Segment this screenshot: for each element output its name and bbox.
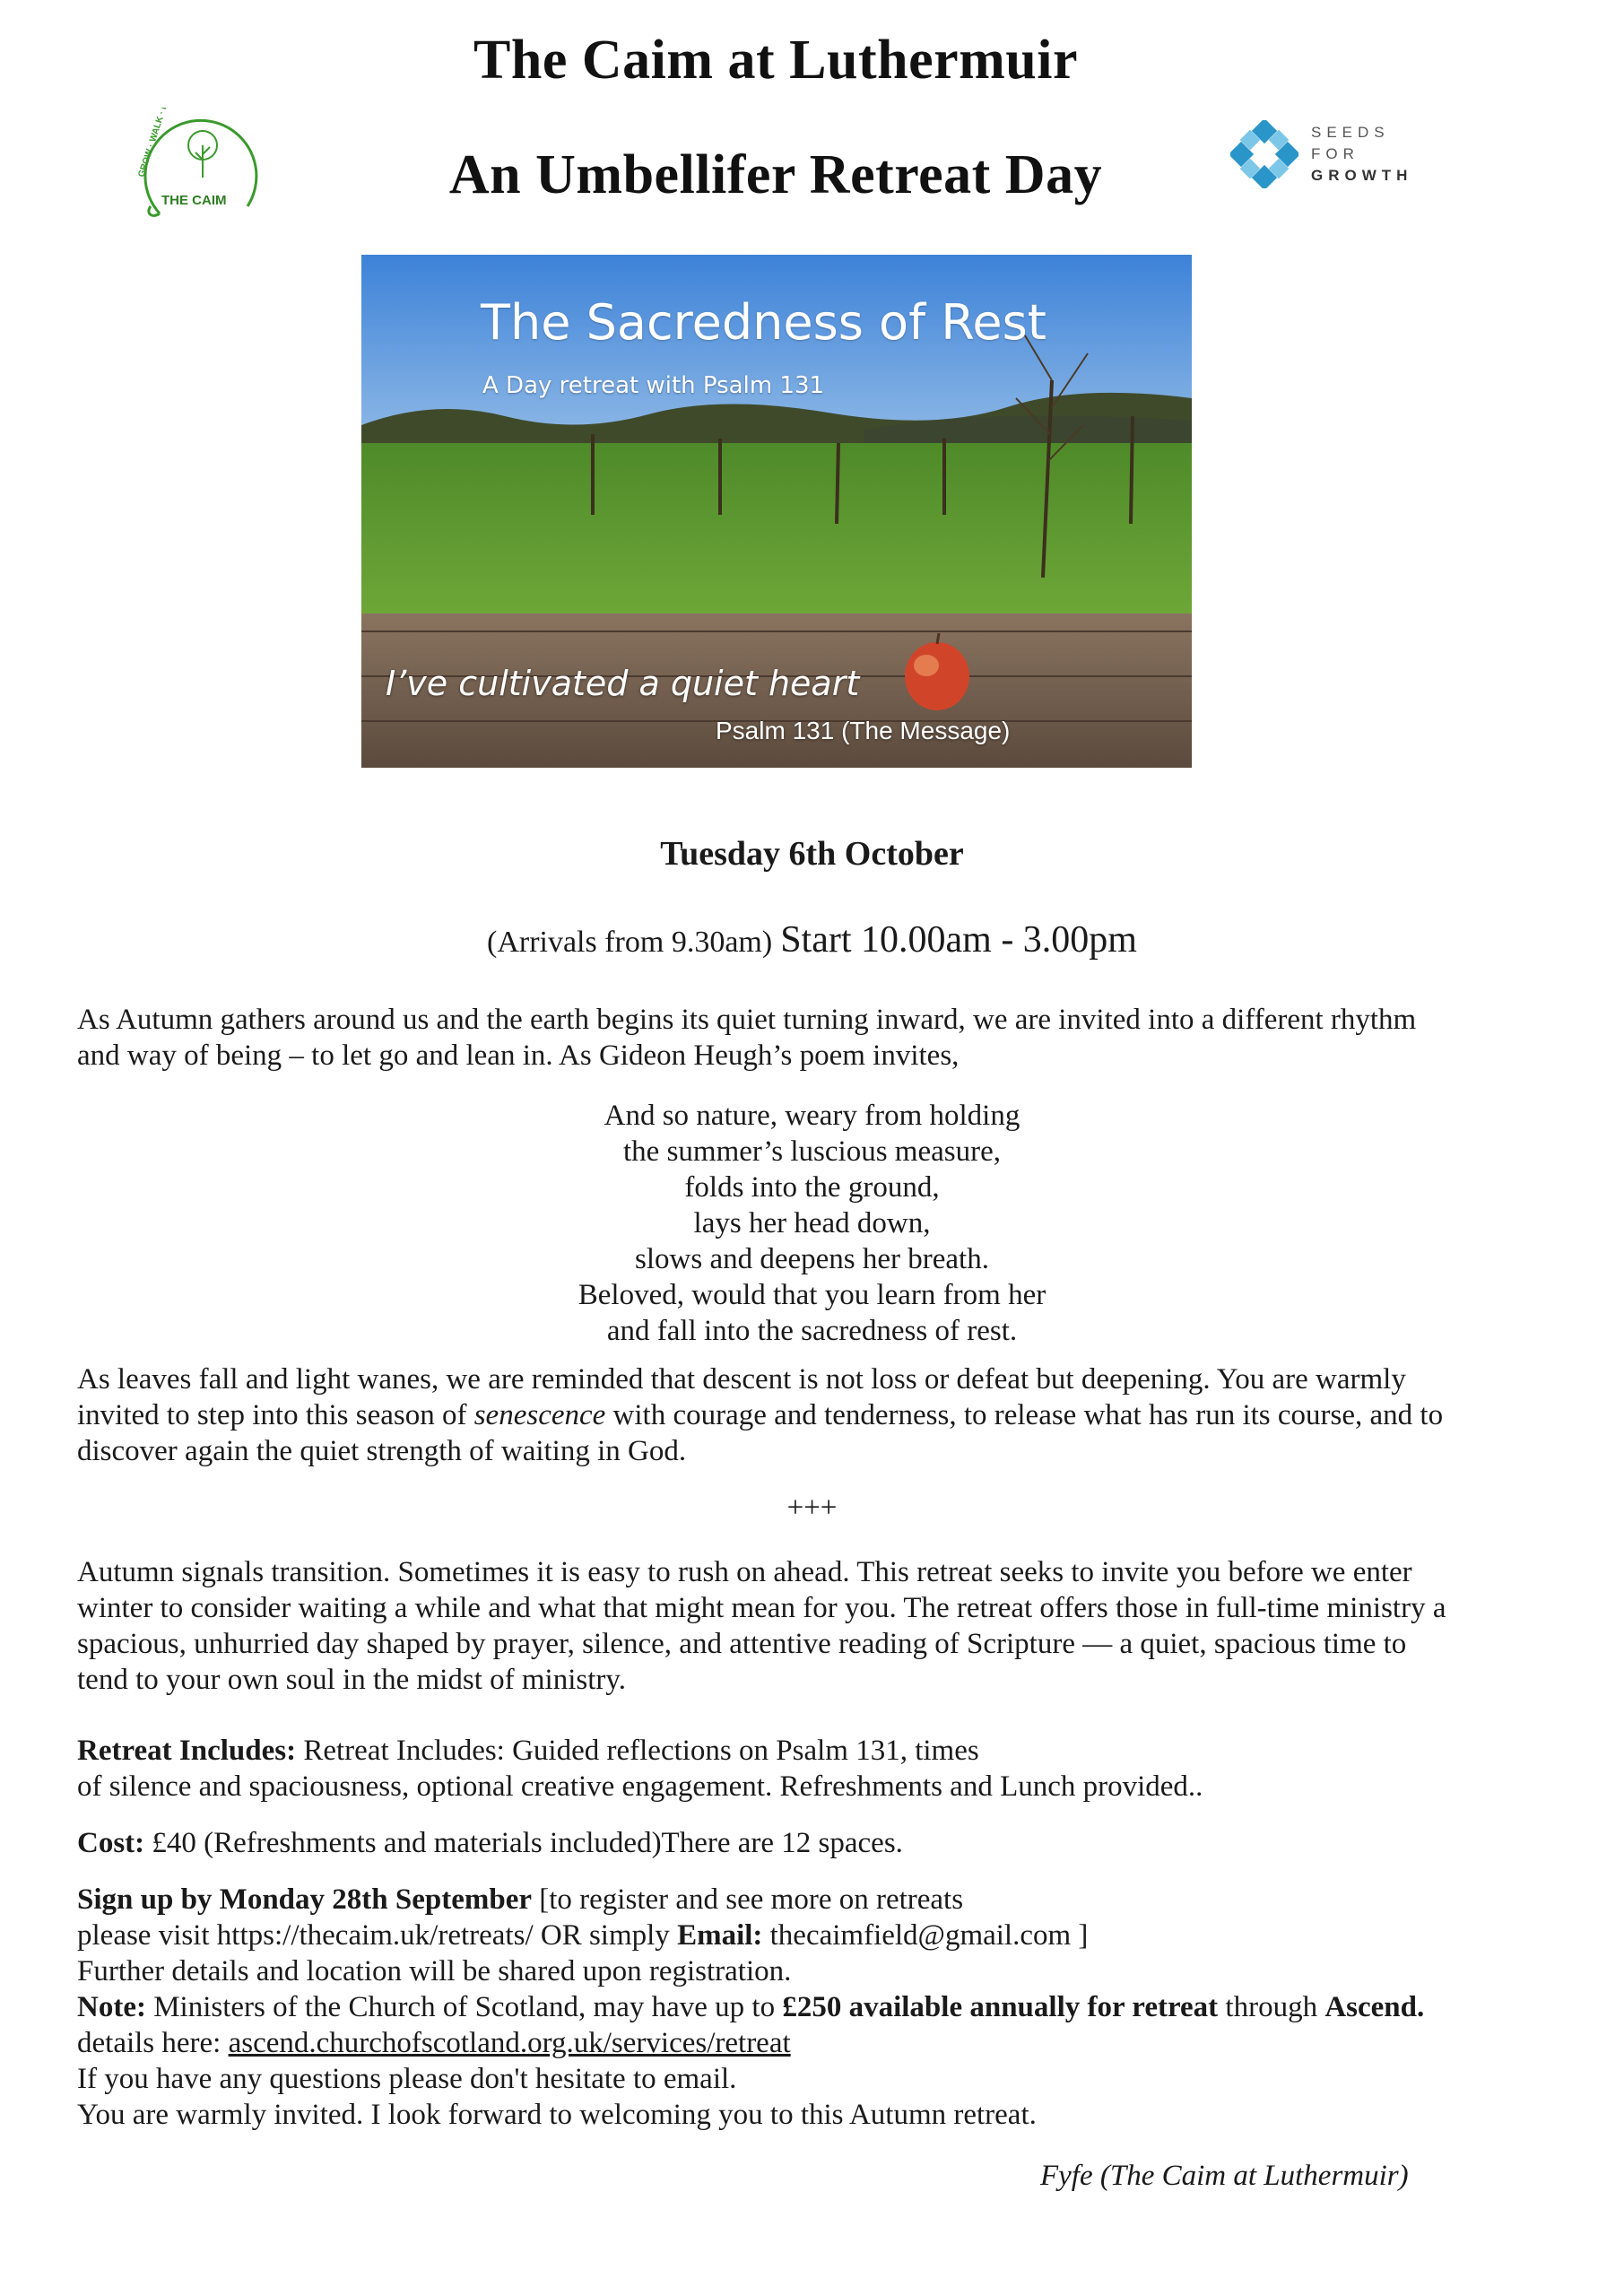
cost bbox=[77, 1825, 1566, 1861]
hero-attribution: Psalm 131 (The Message) bbox=[716, 717, 1011, 744]
leaves-line: discover again the quiet strength of waiting in God. bbox=[77, 1435, 687, 1467]
details-line: details here: ascend.churchofscotland.org.uk/services/retreat bbox=[77, 2027, 791, 2059]
leaves-line: As leaves fall and light wanes, we are reminded that descent is not loss or defeat but deepening. You are warmly bbox=[77, 1363, 1406, 1396]
seeds-logo-line1: SEEDS bbox=[1311, 124, 1390, 141]
signup-deadline: Sign up by Monday 28th September bbox=[77, 1883, 533, 1916]
flower-icon bbox=[1230, 120, 1298, 188]
signup-line: Sign up by Monday 28th September [to register and see more on retreats bbox=[77, 1883, 964, 1916]
autumn-line: winter to consider waiting a while and what that might mean for you. The retreat offers those in full-time ministry a bbox=[77, 1592, 1446, 1624]
note-line: Note: Ministers of the Church of Scotland, may have up to £250 available annually for retreat through Ascend. bbox=[77, 1991, 1425, 2023]
further-details: Further details and location will be shared upon registration. bbox=[77, 1955, 792, 1987]
questions-line: If you have any questions please don't hesitate to email. bbox=[77, 2063, 737, 2095]
leaves-paragraph bbox=[77, 1361, 1566, 1469]
signup-line: please visit https://thecaim.uk/retreats/ OR simply Email: thecaimfield@gmail.com ] bbox=[77, 1919, 1089, 1952]
cost-label: Cost: bbox=[77, 1827, 145, 1859]
caim-logo-name: THE CAIM bbox=[161, 193, 227, 208]
intro-paragraph bbox=[77, 1002, 1566, 1074]
email-address[interactable]: thecaimfield@gmail.com ] bbox=[762, 1919, 1089, 1952]
signup-section bbox=[77, 1882, 1566, 2133]
seeds-logo-line2: FOR bbox=[1311, 145, 1359, 162]
senescence-emphasis: senescence bbox=[473, 1399, 606, 1431]
poem-line: And so nature, weary from holding bbox=[604, 1100, 1020, 1132]
autumn-line: Autumn signals transition. Sometimes it is easy to rush on ahead. This retreat seeks to invite you before we enter bbox=[77, 1556, 1412, 1588]
poem-line: Beloved, would that you learn from her bbox=[578, 1279, 1046, 1311]
seeds-for-growth-logo bbox=[1230, 120, 1428, 192]
caim-arc-text: GROW · WALK · REST bbox=[136, 108, 176, 178]
hero-quote: I’ve cultivated a quiet heart bbox=[386, 664, 860, 703]
ascend-link[interactable]: ascend.churchofscotland.org.uk/services/retreat bbox=[228, 2027, 791, 2059]
hero-image bbox=[361, 255, 1192, 768]
signature: Fyfe (The Caim at Luthermuir) bbox=[1040, 2160, 1409, 2192]
intro-line: and way of being – to let go and lean in. As Gideon Heugh’s poem invites, bbox=[77, 1039, 960, 1072]
note-label: Note: bbox=[77, 1991, 146, 2023]
intro-line: As Autumn gathers around us and the earth begins its quiet turning inward, we are invited into a different rhythm bbox=[77, 1004, 1417, 1036]
page-title: The Caim at Luthermuir bbox=[473, 30, 1079, 91]
includes-line: of silence and spaciousness, optional creative engagement. Refreshments and Lunch provided.. bbox=[77, 1770, 1203, 1803]
hero-subtitle: A Day retreat with Psalm 131 bbox=[482, 372, 825, 399]
poem-line: folds into the ground, bbox=[684, 1171, 940, 1204]
welcome-line: You are warmly invited. I look forward to welcoming you to this Autumn retreat. bbox=[77, 2099, 1037, 2131]
the-caim-logo bbox=[133, 108, 267, 233]
cost-text: £40 (Refreshments and materials included)There are 12 spaces. bbox=[144, 1827, 903, 1859]
includes-label: Retreat Includes: bbox=[77, 1735, 297, 1767]
tree-icon bbox=[188, 131, 217, 178]
section-separator: +++ bbox=[786, 1492, 838, 1524]
poem-line: lays her head down, bbox=[693, 1207, 931, 1239]
hero-title: The Sacredness of Rest bbox=[481, 294, 1046, 351]
leaves-line: invited to step into this season of senescence with courage and tenderness, to release what has run its course, and to bbox=[77, 1399, 1444, 1431]
event-time bbox=[0, 918, 1624, 961]
autumn-line: spacious, unhurried day shaped by prayer, silence, and attentive reading of Scripture — a quiet, spacious time to bbox=[77, 1628, 1407, 1660]
retreat-includes bbox=[77, 1733, 1566, 1805]
poem-line: the summer’s luscious measure, bbox=[623, 1135, 1001, 1168]
email-label: Email: bbox=[677, 1919, 763, 1952]
includes-line: Retreat Includes: Retreat Includes: Guided reflections on Psalm 131, times bbox=[77, 1735, 979, 1767]
poem-line: slows and deepens her breath. bbox=[635, 1243, 989, 1275]
event-date: Tuesday 6th October bbox=[660, 835, 964, 873]
autumn-paragraph bbox=[77, 1554, 1566, 1698]
poem-line: and fall into the sacredness of rest. bbox=[606, 1315, 1018, 1347]
arrivals-time: (Arrivals from 9.30am) bbox=[487, 926, 773, 959]
start-end-time: Start 10.00am - 3.00pm bbox=[780, 919, 1137, 961]
autumn-line: tend to your own soul in the midst of ministry. bbox=[77, 1664, 626, 1696]
poem bbox=[0, 1098, 1624, 1349]
seeds-logo-line3: GROWTH bbox=[1311, 167, 1413, 184]
page-subtitle: An Umbellifer Retreat Day bbox=[448, 144, 1103, 205]
